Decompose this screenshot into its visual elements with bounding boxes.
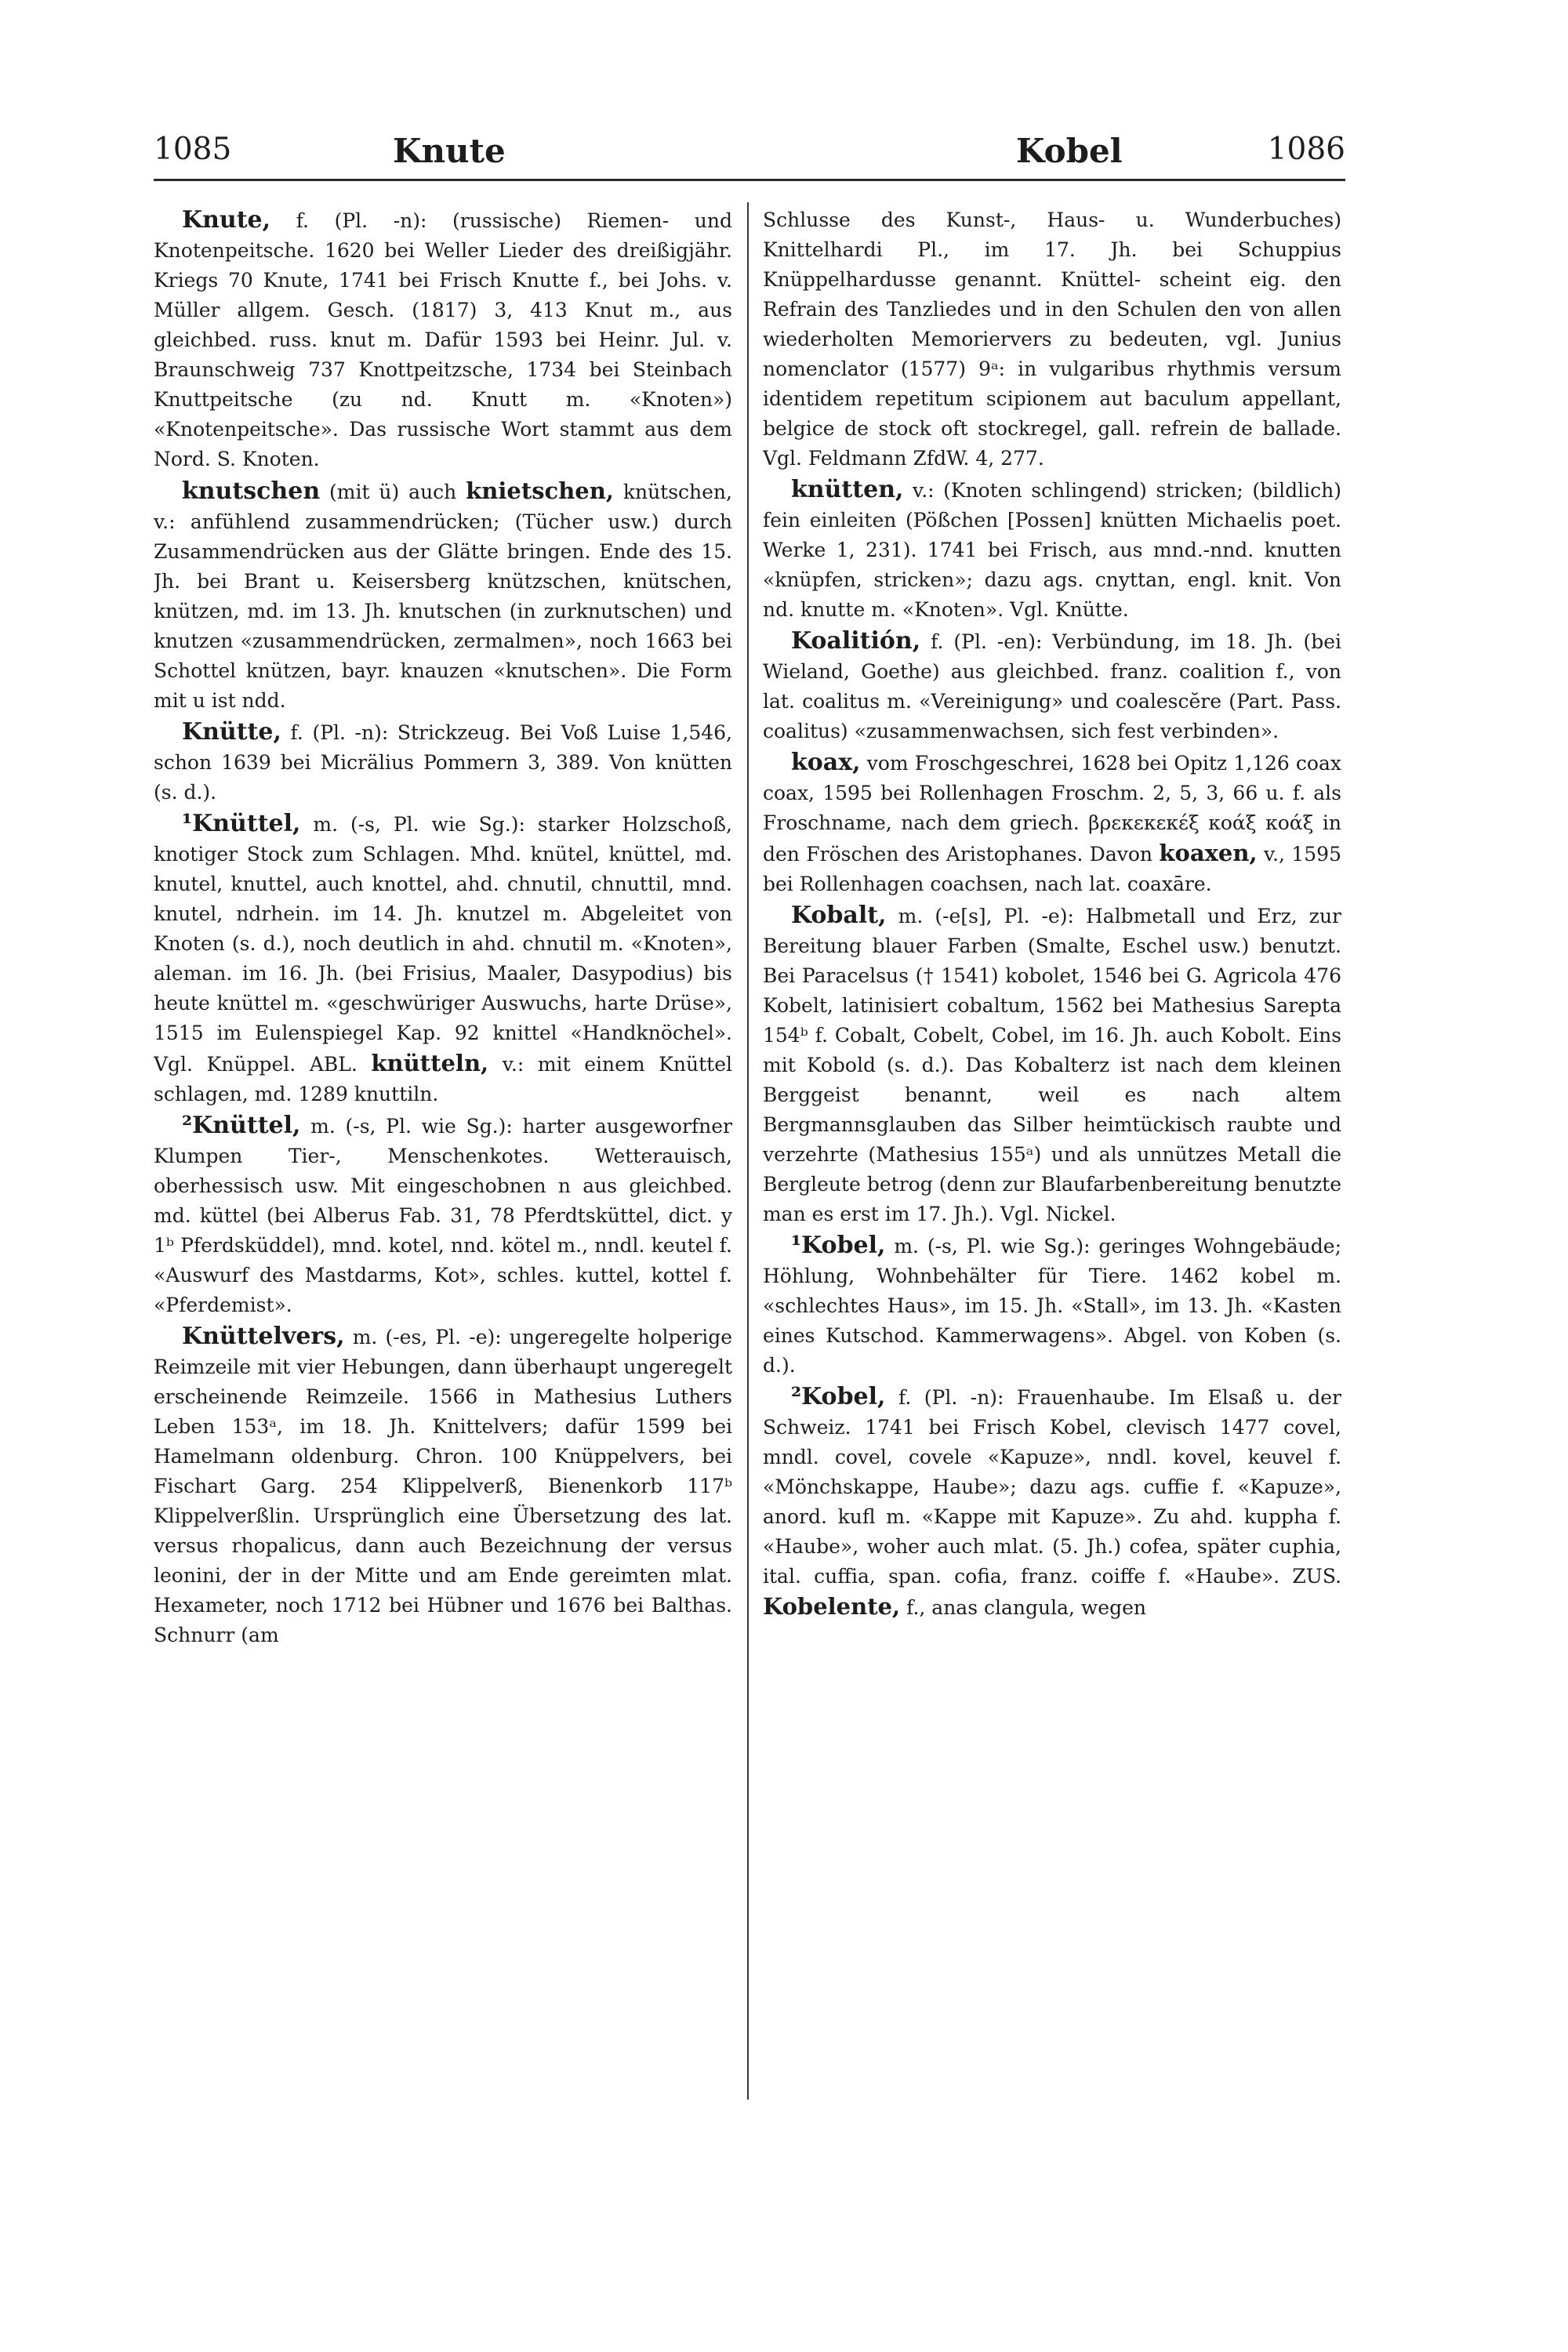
headword: koax, bbox=[791, 749, 861, 776]
entry-knuettelvers bbox=[154, 1322, 732, 1650]
entry-knute bbox=[154, 205, 732, 474]
entry-kobalt bbox=[763, 901, 1341, 1229]
entry-knuette bbox=[154, 717, 732, 808]
headword: knütten, bbox=[791, 476, 904, 503]
entry-text: vom Froschgeschrei, 1628 bei Opitz 1,126 coax coax, 1595 bei Rollenhagen Froschm. 2, 5, 3, 66 u. f. als Froschname, nach dem griech. βρεκεκεκέξ κοάξ κοάξ in den Fröschen des Aristophanes. Davon bbox=[763, 752, 1341, 866]
left-column bbox=[154, 205, 732, 2103]
entry-text: v.: mit einem Knüttel schlagen, md. 1289 knuttiln. bbox=[154, 1053, 732, 1105]
entry-text: m. (-e[s], Pl. -e): Halbmetall und Erz, zur Bereitung blauer Farben (Smalte, Eschel usw.) benutzt. Bei Paracelsus († 1541) kobolet, 1546 bei G. Agricola 476 Kobelt, latinisiert cobaltum, 1562 bei Mathesius Sarepta 154ᵇ f. Cobalt, Cobelt, Cobel, im 16. Jh. auch Kobolt. Eins mit Kobold (s. d.). Das Kobalterz ist nach dem kleinen Berggeist benannt, weil es nach altem Bergmannsglauben das Silber heimtückisch raubte und verzehrte (Mathesius 155ᵃ) und als unnützes Metall die Bergleute betrog (denn zur Blaufarbenbereitung benutzte man es erst im 17. Jh.). Vgl. Nickel. bbox=[763, 905, 1341, 1225]
entry-kobel-2 bbox=[763, 1382, 1341, 1623]
entry-text: v.: (Knoten schlingend) stricken; (bildlich) fein einleiten (Pößchen [Possen] knütten Michaelis poet. Werke 1, 231). 1741 bei Frisch, aus mnd.-nnd. knutten «knüpfen, stricken»; dazu ags. cnyttan, engl. knit. Von nd. knutte m. «Knoten». Vgl. Knütte. bbox=[763, 479, 1341, 621]
headword: Knute, bbox=[182, 206, 271, 234]
headword: ²Kobel, bbox=[791, 1383, 886, 1410]
headword-derivative: koaxen, bbox=[1159, 840, 1258, 866]
running-headword-left: Knute bbox=[393, 132, 506, 170]
entry-text: f. (Pl. -n): Frauenhaube. Im Elsaß u. der Schweiz. 1741 bei Frisch Kobel, clevisch 1477 covel, mndl. covel, covele «Kapuze», nndl. kovel, keuvel f. «Mönchskappe, Haube»; dazu ags. cuffie f. «Kapuze», anord. kufl m. «Kappe mit Kapuze». Zu ahd. kuppha f. «Haube», woher auch mlat. (5. Jh.) cofea, später cuphia, ital. cuffia, span. cofia, franz. coiffe f. «Haube». ZUS. bbox=[763, 1386, 1341, 1588]
running-headword-right: Kobel bbox=[1016, 132, 1123, 170]
entry-knuetten bbox=[763, 475, 1341, 625]
headword-variant: knietschen, bbox=[466, 477, 614, 504]
entry-continuation bbox=[763, 205, 1341, 474]
page-number-right: 1086 bbox=[1267, 132, 1345, 167]
headword: Kobalt, bbox=[791, 902, 887, 929]
headword: ¹Knüttel, bbox=[182, 810, 301, 837]
entry-text: m. (-s, Pl. wie Sg.): starker Holzschoß, knotiger Stock zum Schlagen. Mhd. knütel, knüttel, md. knutel, knuttel, auch knottel, ahd. chnutil, chnuttil, mnd. knutel, ndrhein. im 14. Jh. knutzel m. Abgeleitet von Knoten (s. d.), noch deutlich in ahd. chnutil m. «Knoten», aleman. im 16. Jh. (bei Frisius, Maaler, Dasypodius) bis heute knüttel m. «geschwüriger Auswuchs, harte Drüse», 1515 im Eulenspiegel Kap. 92 knittel «Handknöchel». Vgl. Knüppel. ABL. bbox=[154, 813, 732, 1076]
entry-knuettel-1 bbox=[154, 809, 732, 1109]
entry-text: f. (Pl. -n): (russische) Riemen- und Knotenpeitsche. 1620 bei Weller Lieder des dreißigjähr. Kriegs 70 Knute, 1741 bei Frisch Knutte f., bei Johs. v. Müller allgem. Gesch. (1817) 3, 413 Knut m., aus gleichbed. russ. knut m. Dafür 1593 bei Heinr. Jul. v. Braunschweig 737 Knottpeitzsche, 1734 bei Steinbach Knuttpeitsche (zu nd. Knutt m. «Knoten») «Knotenpeitsche». Das russische Wort stammt aus dem Nord. S. Knoten. bbox=[154, 209, 732, 470]
entry-text: (mit ü) auch bbox=[329, 481, 457, 503]
entry-koax bbox=[763, 748, 1341, 899]
headword: ²Knüttel, bbox=[182, 1112, 301, 1139]
entry-text: knütschen, v.: anfühlend zusammendrücken; (Tücher usw.) durch Zusammendrücken aus der Glätte bringen. Ende des 15. Jh. bei Brant u. Keisersberg knützschen, knütschen, knützen, md. im 13. Jh. knutschen (in zurknutschen) und knutzen «zusammendrücken, zermalmen», noch 1663 bei Schottel knützen, bayr. knauzen «knutschen». Die Form mit u ist ndd. bbox=[154, 481, 732, 712]
entry-text: m. (-s, Pl. wie Sg.): harter ausgeworfner Klumpen Tier-, Menschenkotes. Wetterauisch, oberhessisch usw. Mit eingeschobnen n aus gleichbed. md. küttel (bei Alberus Fab. 31, 78 Pferdtsküttel, dict. y 1ᵇ Pferdsküddel), mnd. kotel, nnd. kötel m., nndl. keutel f. «Auswurf des Mastdarms, Kot», schles. kuttel, kottel f. «Pferdemist». bbox=[154, 1115, 732, 1316]
headword: Knüttelvers, bbox=[182, 1323, 345, 1350]
header-rule bbox=[154, 179, 1345, 181]
entry-text: m. (-s, Pl. wie Sg.): geringes Wohngebäude; Höhlung, Wohnbehälter für Tiere. 1462 kobel m. «schlechtes Haus», im 15. Jh. «Stall», im 13. Jh. «Kasten eines Kutschod. Kammerwagens». Abgel. von Koben (s. d.). bbox=[763, 1235, 1341, 1377]
headword-derivative: knütteln, bbox=[371, 1050, 489, 1076]
entry-text: m. (-es, Pl. -e): ungeregelte holperige Reimzeile mit vier Hebungen, dann überhaupt ungeregelt erscheinende Reimzeile. 1566 in Mathesius Luthers Leben 153ᵃ, im 18. Jh. Knittelvers; dafür 1599 bei Hamelmann oldenburg. Chron. 100 Knüppelvers, bei Fischart Garg. 254 Klippelverß, Bienenkorb 117ᵇ Klippelverßlin. Ursprünglich eine Übersetzung des lat. versus rhopalicus, dann auch Bezeichnung der versus leonini, der in der Mitte und am Ende gereimten mlat. Hexameter, noch 1712 bei Hübner und 1676 bei Balthas. Schnurr (am bbox=[154, 1326, 732, 1646]
headword: Knütte, bbox=[182, 718, 281, 746]
entry-text: Schlusse des Kunst-, Haus- u. Wunderbuches) Knittelhardi Pl., im 17. Jh. bei Schuppius Knüppelhardusse genannt. Knüttel- scheint eig. den Refrain des Tanzliedes und in den Schulen den von allen wiederholten Memoriervers zu bedeuten, vgl. Junius nomenclator (1577) 9ᵃ: in vulgaribus rhythmis versum identidem repetitum scipionem aut baculum appellant, belgice de stock oft stockregel, gall. refrein de ballade. Vgl. Feldmann ZfdW. 4, 277. bbox=[763, 209, 1341, 470]
headword: Koalitión, bbox=[791, 627, 921, 655]
column-divider bbox=[747, 202, 749, 2100]
right-column bbox=[763, 205, 1341, 2103]
headword-compound: Kobelente, bbox=[763, 1593, 901, 1620]
headword: knutschen bbox=[182, 477, 321, 505]
entry-koalition bbox=[763, 626, 1341, 746]
entry-text: f. (Pl. -en): Verbündung, im 18. Jh. (bei Wieland, Goethe) aus gleichbed. franz. coalition f., von lat. coalitus m. «Vereinigung» und coalescĕre (Part. Pass. coalitus) «zusammenwachsen, sich fest verbinden». bbox=[763, 630, 1341, 742]
headword: ¹Kobel, bbox=[791, 1232, 886, 1259]
entry-text: f. (Pl. -n): Strickzeug. Bei Voß Luise 1,546, schon 1639 bei Micrälius Pommern 3, 389. Von knütten (s. d.). bbox=[154, 721, 732, 804]
entry-knuettel-2 bbox=[154, 1111, 732, 1320]
entry-text: v., 1595 bei Rollenhagen coachsen, nach lat. coaxāre. bbox=[763, 843, 1341, 895]
page-header bbox=[154, 132, 1345, 179]
entry-text: f., anas clangula, wegen bbox=[906, 1596, 1146, 1619]
page-number-left: 1085 bbox=[154, 132, 232, 167]
entry-kobel-1 bbox=[763, 1231, 1341, 1381]
entry-knutschen bbox=[154, 476, 732, 716]
